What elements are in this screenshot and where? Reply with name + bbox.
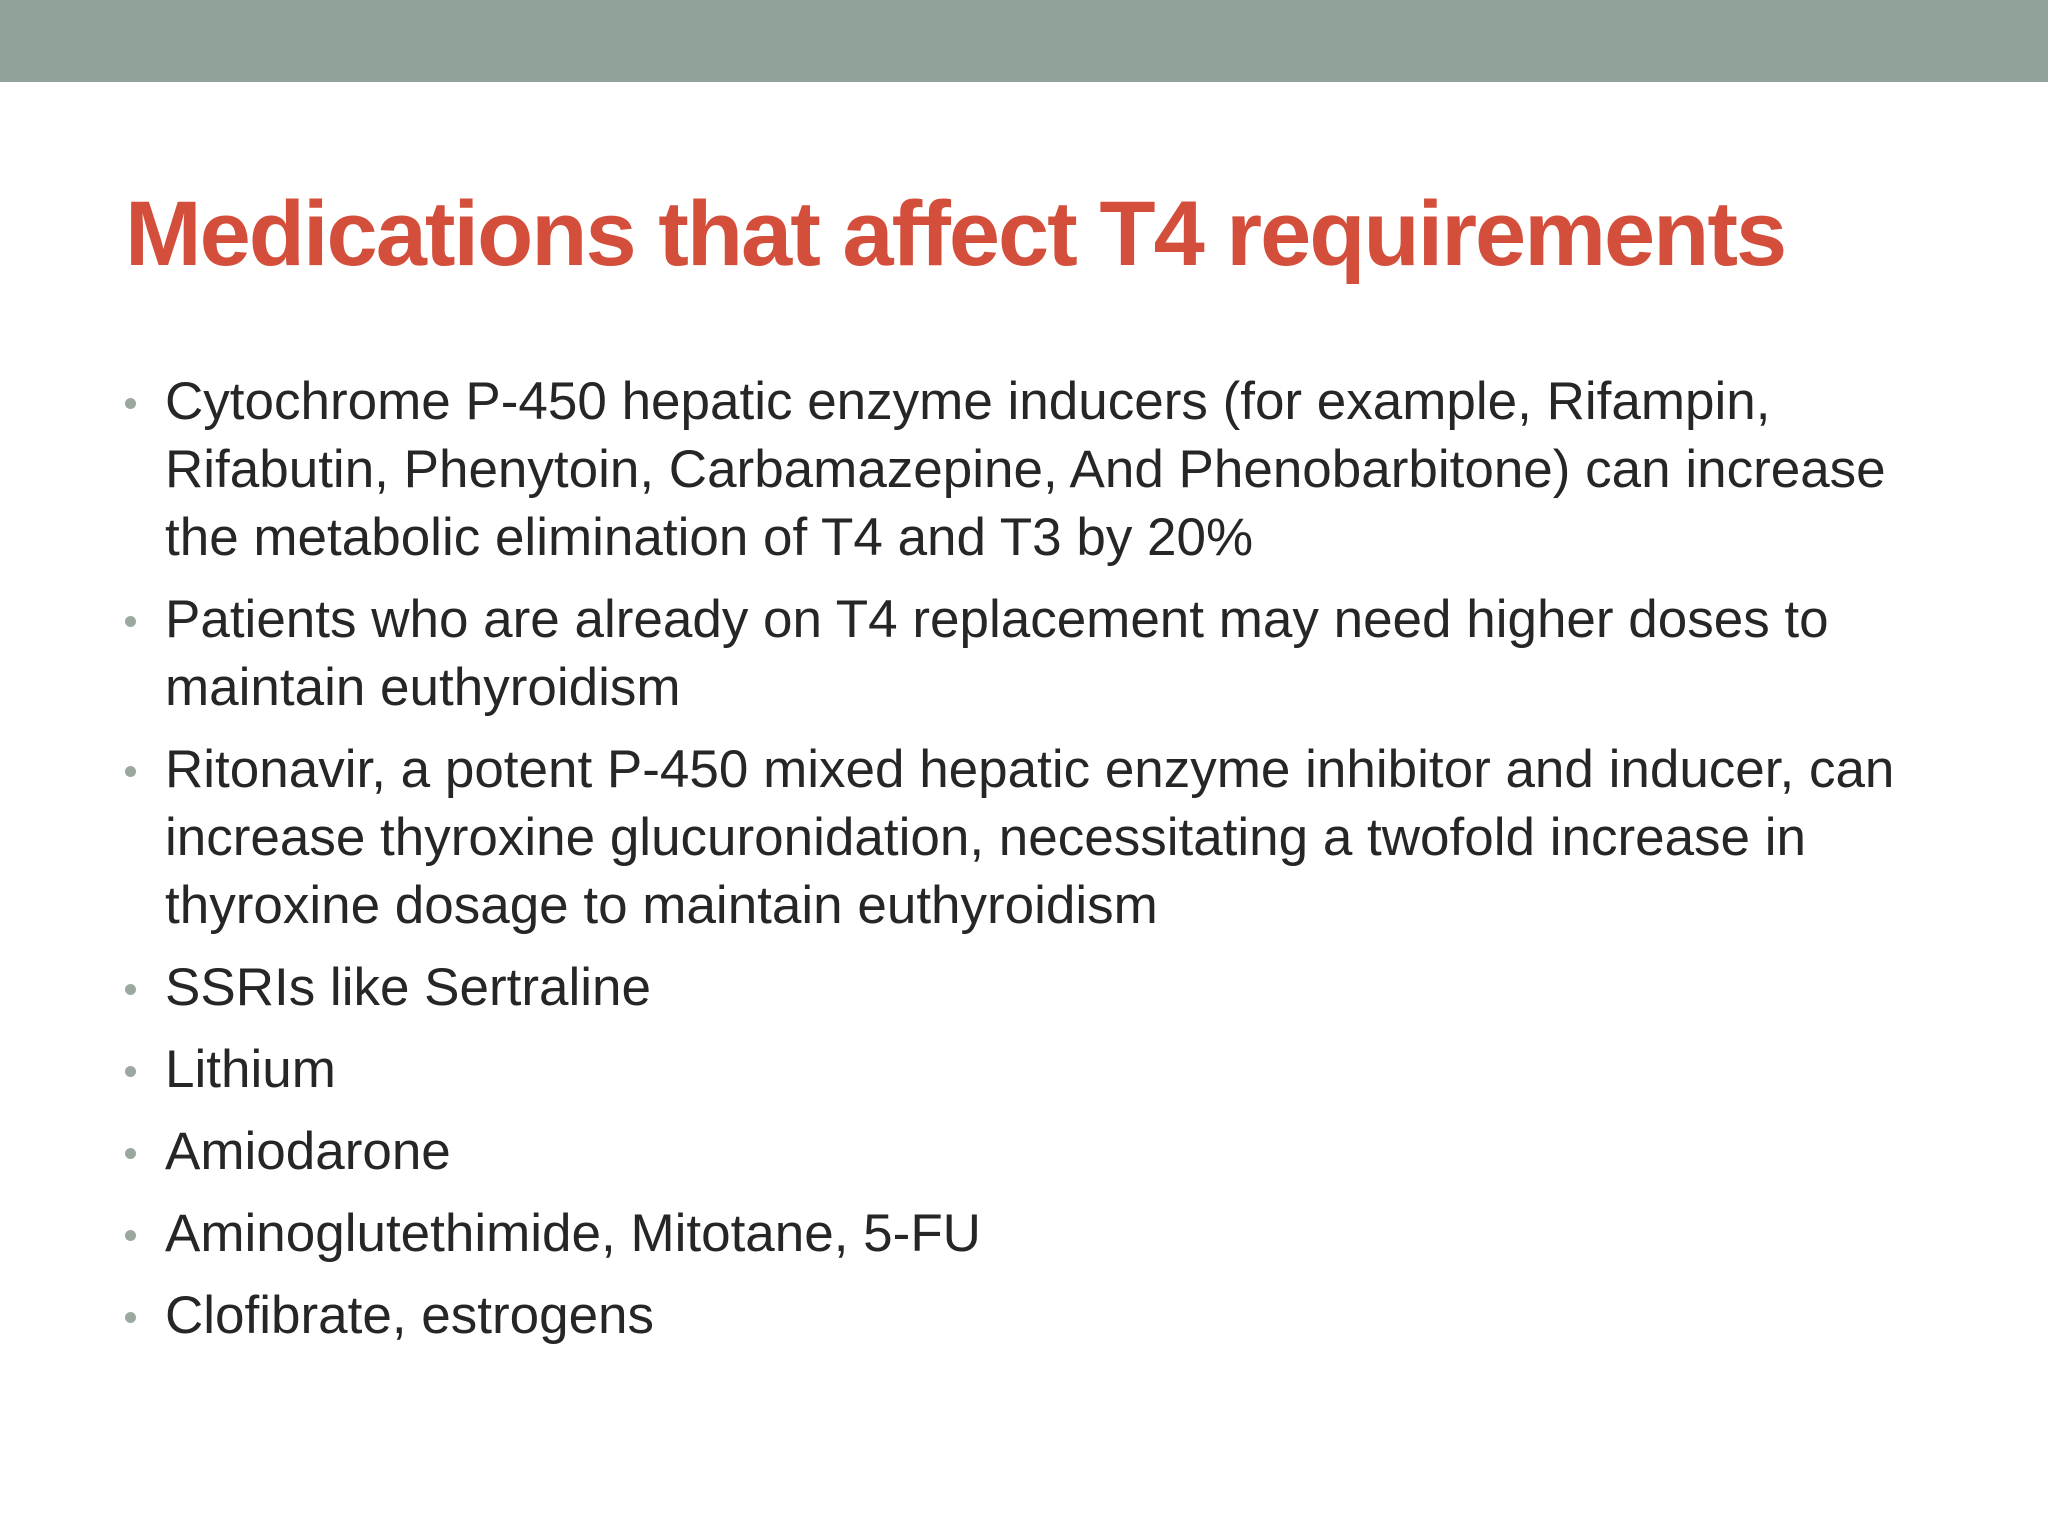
bullet-dot-icon bbox=[125, 1066, 136, 1077]
bullet-text: Clofibrate, estrogens bbox=[165, 1286, 655, 1345]
bullet-text: SSRIs like Sertraline bbox=[165, 958, 652, 1017]
bullet-text: Patients who are already on T4 replacement may need higher doses to maintain euthyroidism bbox=[165, 590, 1829, 717]
bullet-text: Lithium bbox=[165, 1040, 336, 1099]
bullet-dot-icon bbox=[125, 984, 136, 995]
bullet-dot-icon bbox=[125, 398, 136, 409]
bullet-item bbox=[125, 368, 1915, 572]
header-band bbox=[0, 0, 2048, 82]
bullet-item bbox=[125, 586, 1915, 722]
bullet-text: Ritonavir, a potent P-450 mixed hepatic enzyme inhibitor and inducer, can increase thyroxine glucuronidation, necessitating a twofold increase in thyroxine dosage to maintain euthyroidism bbox=[165, 740, 1895, 935]
bullet-text: Cytochrome P-450 hepatic enzyme inducers (for example, Rifampin, Rifabutin, Phenytoin, Carbamazepine, And Phenobarbitone) can increase the metabolic elimination of T4 and T3 by 20% bbox=[165, 372, 1886, 567]
bullet-item bbox=[125, 1118, 1915, 1186]
bullet-item bbox=[125, 1282, 1915, 1350]
bullet-item bbox=[125, 736, 1915, 940]
bullet-text: Aminoglutethimide, Mitotane, 5-FU bbox=[165, 1204, 981, 1263]
bullet-dot-icon bbox=[125, 1230, 136, 1241]
slide-title: Medications that affect T4 requirements bbox=[125, 183, 1786, 285]
bullet-dot-icon bbox=[125, 766, 136, 777]
bullet-list bbox=[125, 368, 1915, 1364]
bullet-item bbox=[125, 1200, 1915, 1268]
bullet-text: Amiodarone bbox=[165, 1122, 451, 1181]
bullet-dot-icon bbox=[125, 1148, 136, 1159]
bullet-item bbox=[125, 1036, 1915, 1104]
bullet-dot-icon bbox=[125, 616, 136, 627]
bullet-item bbox=[125, 954, 1915, 1022]
bullet-dot-icon bbox=[125, 1312, 136, 1323]
